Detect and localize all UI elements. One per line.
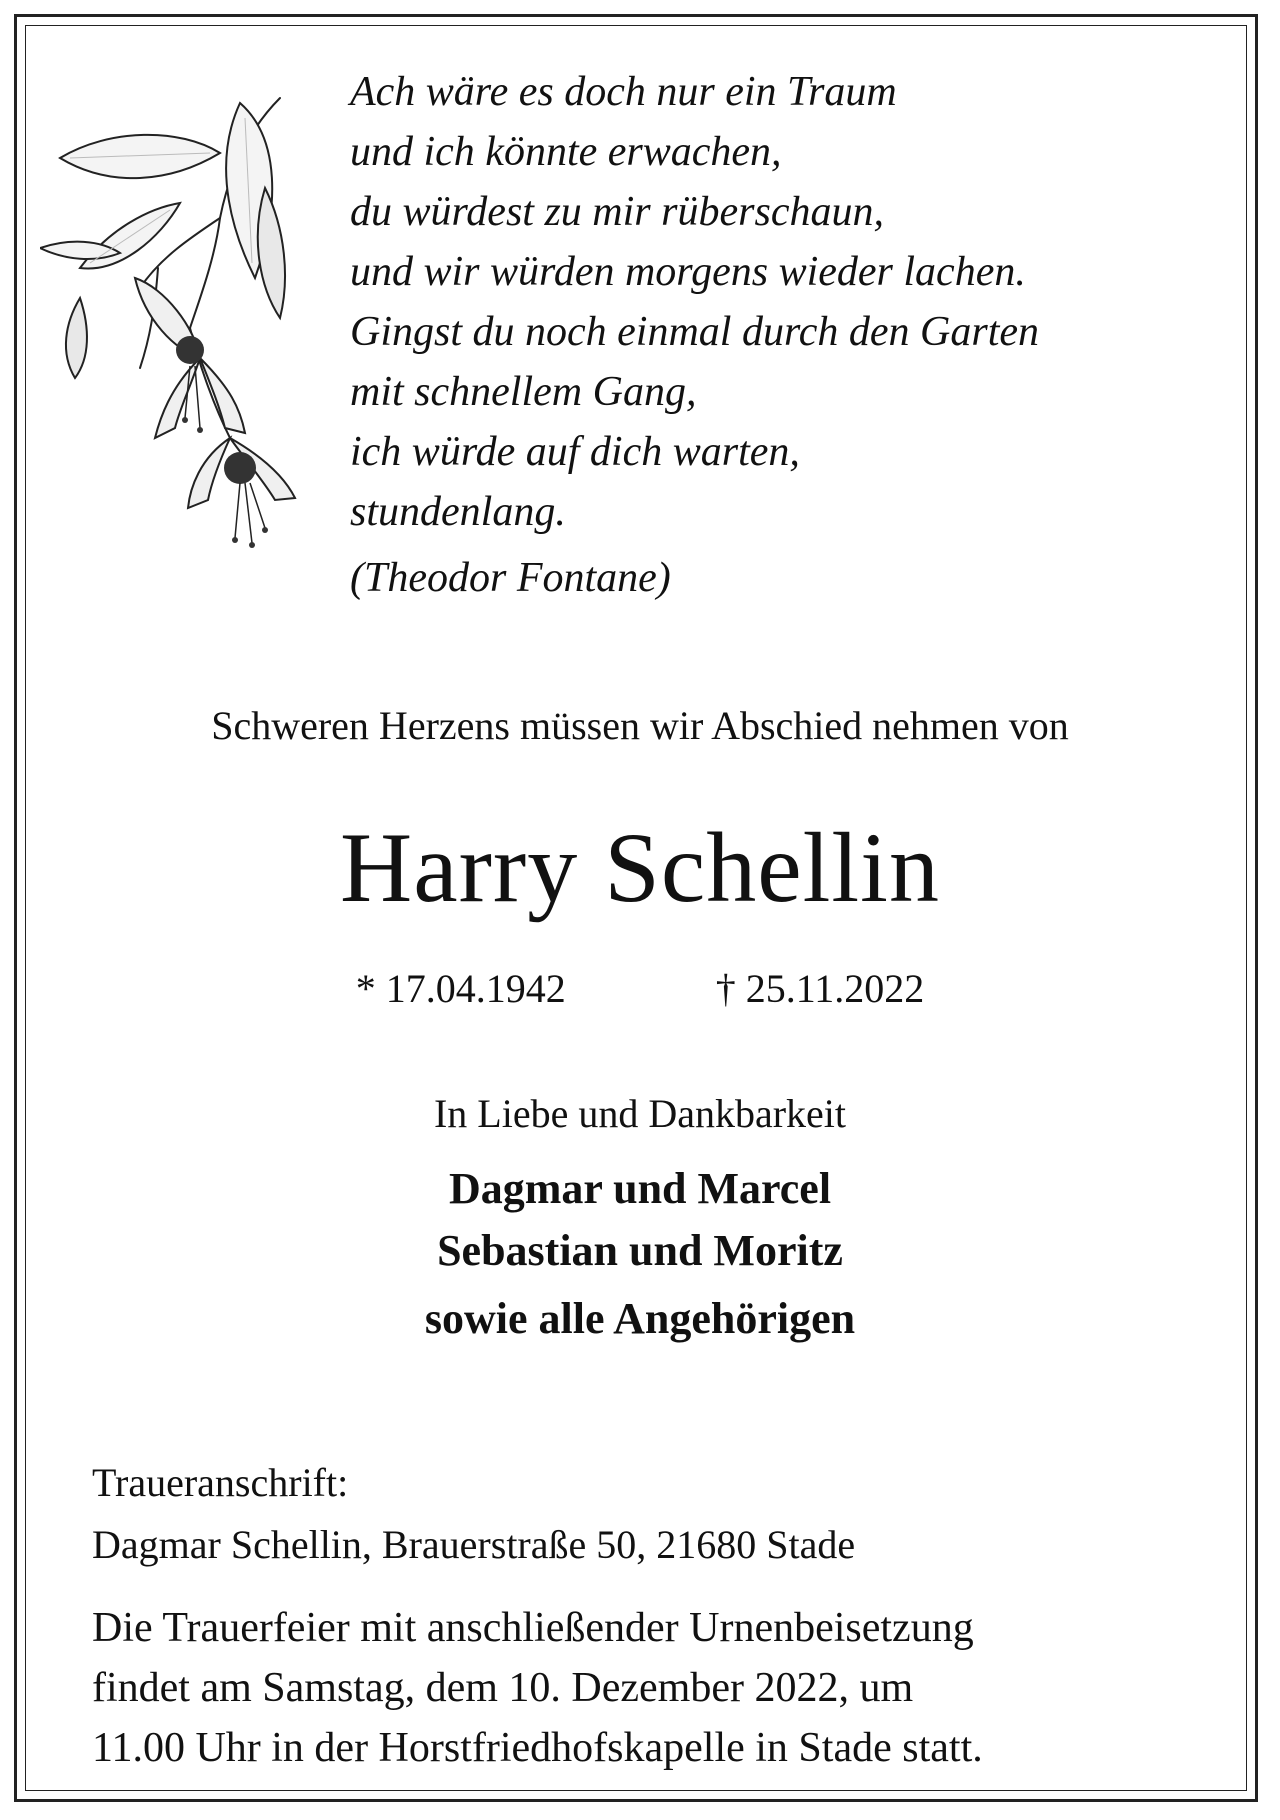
farewell-intro: Schweren Herzens müssen wir Abschied nehmen von: [211, 703, 1069, 748]
life-dates: [0, 965, 1280, 1012]
deceased-name: Harry Schellin: [340, 812, 940, 923]
poem-author: (Theodor Fontane): [350, 555, 671, 601]
poem-line: Gingst du noch einmal durch den Garten: [350, 309, 1040, 355]
address-value: Dagmar Schellin, Brauerstraße 50, 21680 Stade: [92, 1522, 856, 1567]
address-label: Traueranschrift:: [92, 1460, 349, 1505]
fuchsia-flower-icon: [40, 88, 310, 588]
poem-line: du würdest zu mir rüberschaun,: [350, 189, 884, 235]
service-line: Die Trauerfeier mit anschließender Urnenbeisetzung: [92, 1605, 974, 1651]
family-line: Sebastian und Moritz: [437, 1226, 843, 1275]
birth-date: * 17.04.1942: [355, 966, 566, 1011]
service-line: 11.00 Uhr in der Horstfriedhofskapelle in Stade statt.: [92, 1725, 983, 1771]
poem-line: und wir würden morgens wieder lachen.: [350, 249, 1026, 295]
family-line: sowie alle Angehörigen: [424, 1294, 856, 1343]
family-line: Dagmar und Marcel: [448, 1164, 832, 1213]
thanks-line: In Liebe und Dankbarkeit: [433, 1091, 847, 1136]
poem-line: ich würde auf dich warten,: [350, 429, 800, 475]
service-line: findet am Samstag, dem 10. Dezember 2022, um: [92, 1665, 914, 1711]
poem-line: und ich könnte erwachen,: [350, 129, 782, 175]
poem-line: stundenlang.: [350, 489, 566, 535]
family-signature: [0, 1158, 1280, 1350]
death-date: † 25.11.2022: [715, 966, 925, 1011]
mourning-address: [92, 1452, 855, 1576]
poem-line: mit schnellem Gang,: [350, 369, 697, 415]
poem-line: Ach wäre es doch nur ein Traum: [350, 69, 897, 115]
service-info: [92, 1598, 1212, 1778]
poem: [350, 62, 1230, 608]
